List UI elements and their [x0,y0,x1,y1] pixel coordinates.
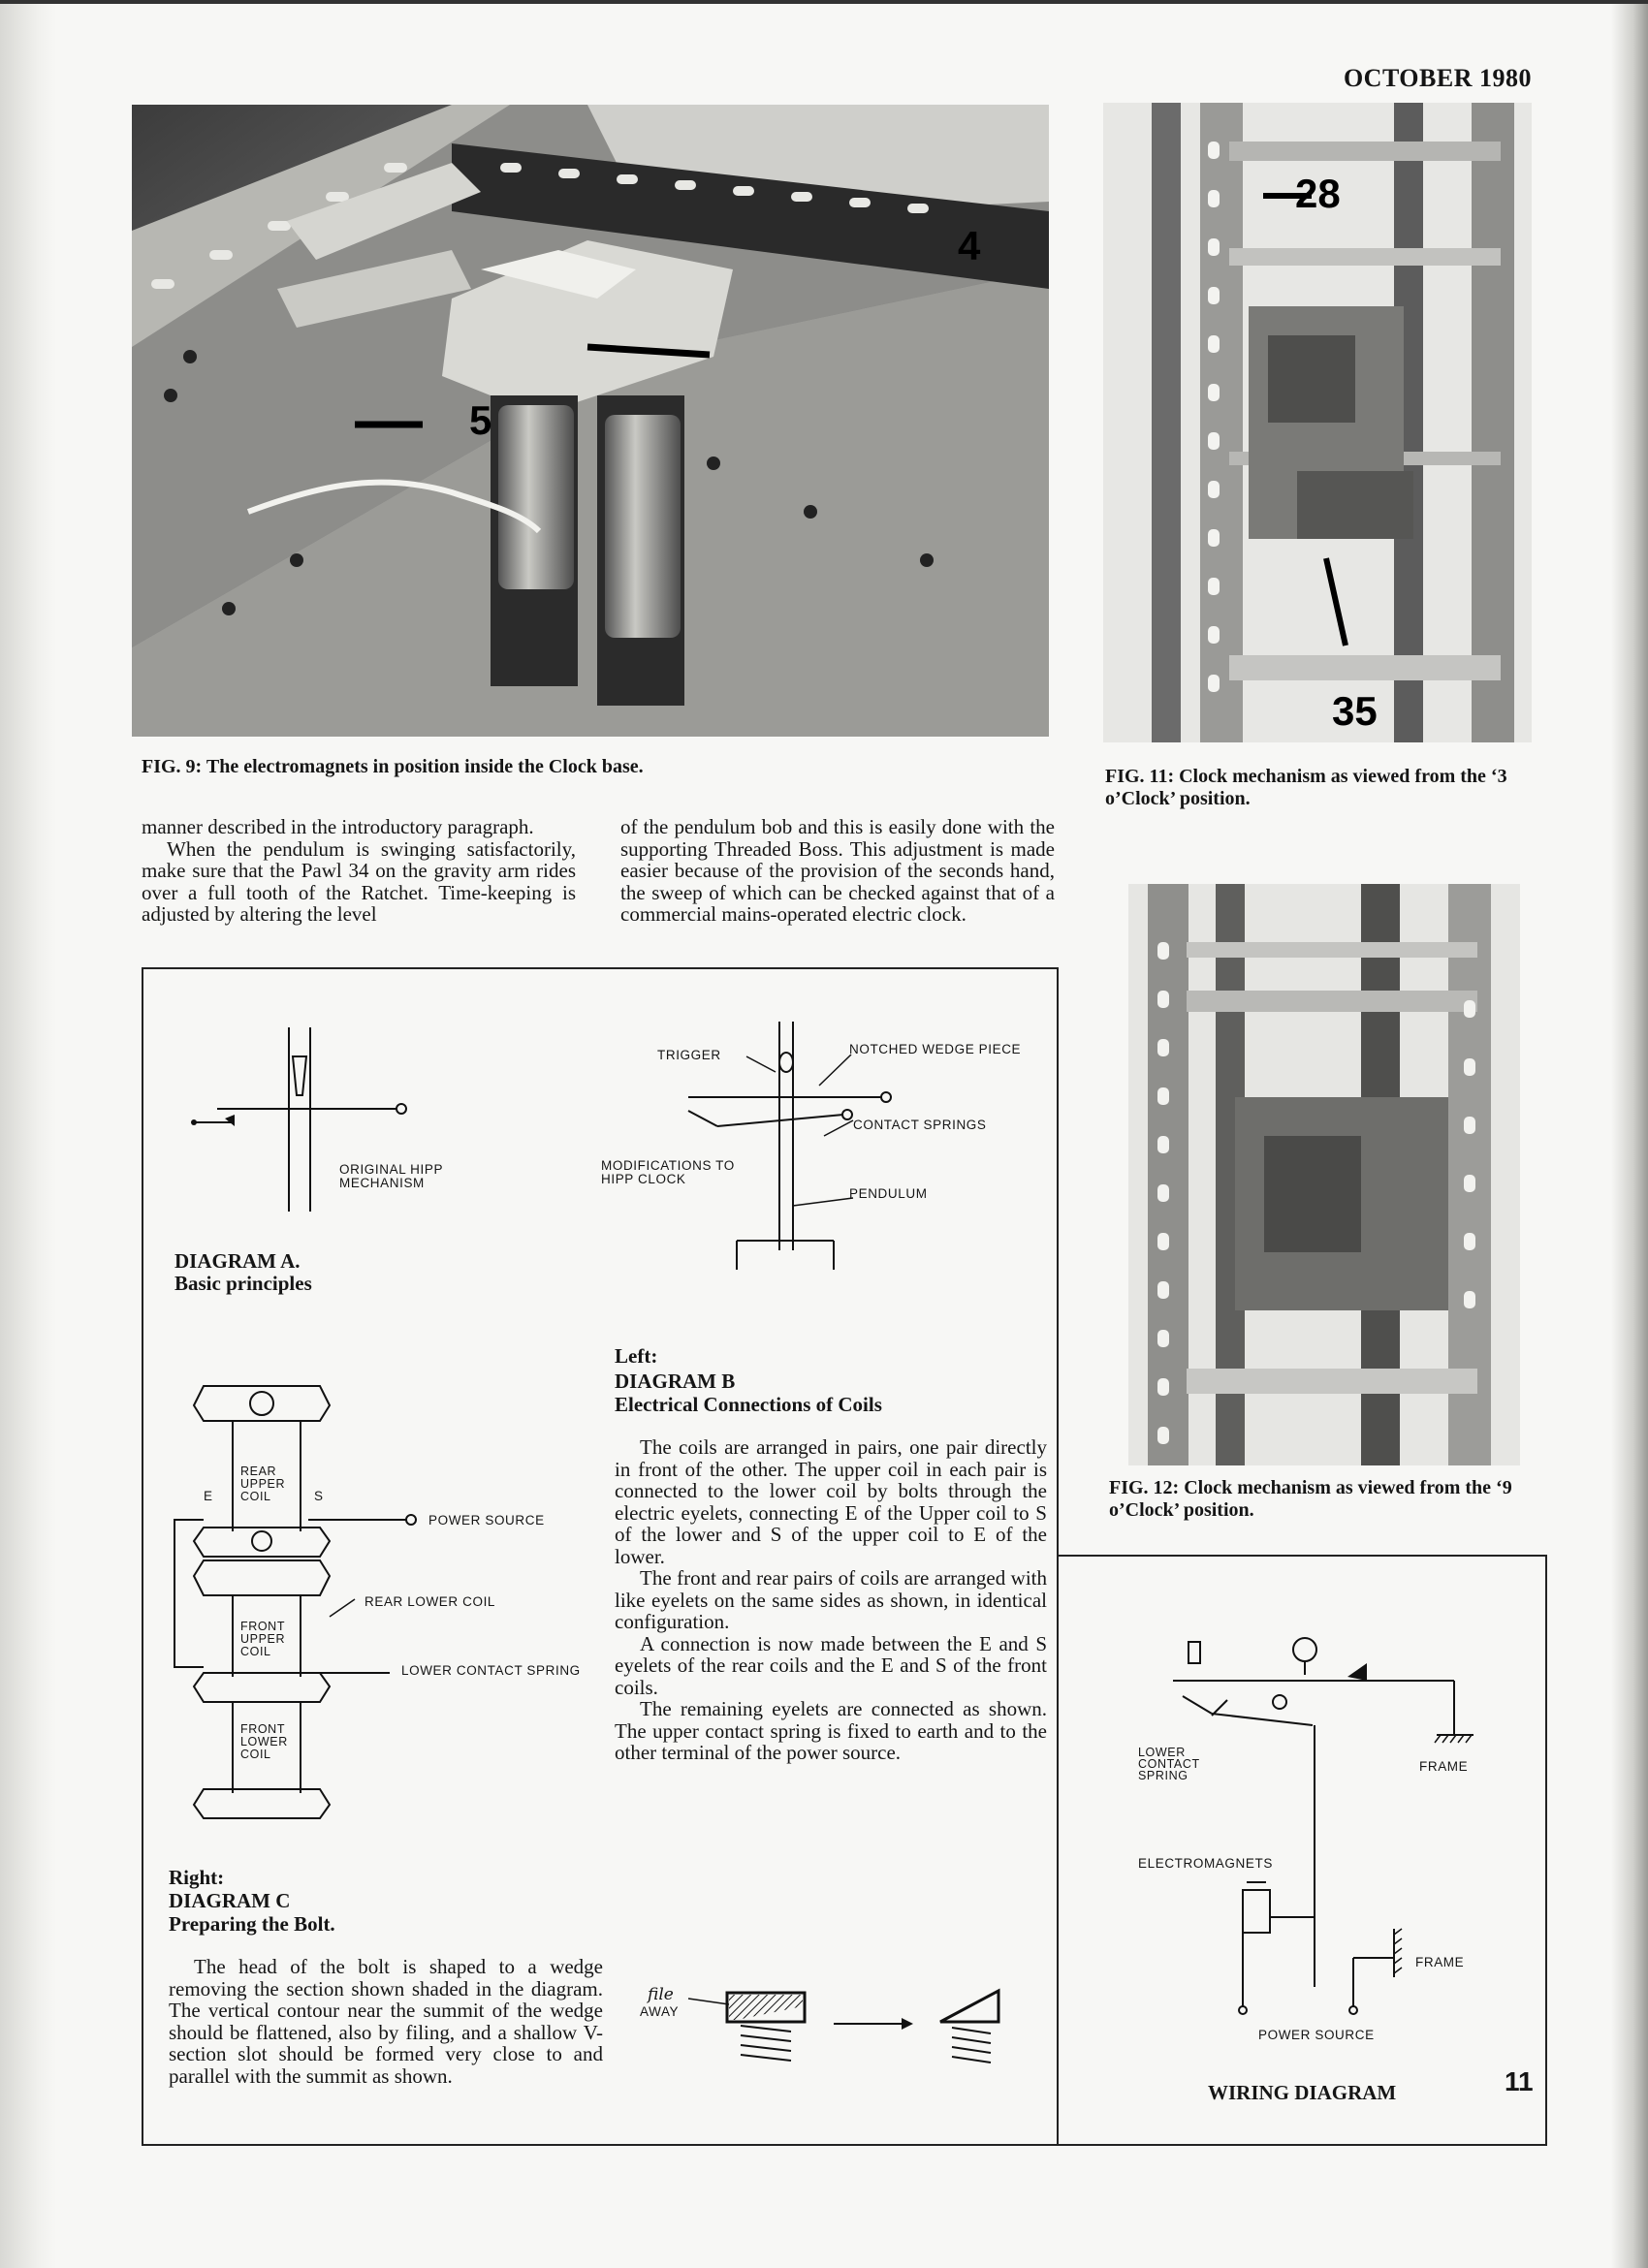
page-number: 11 [1505,2066,1534,2096]
fig9-caption: FIG. 9: The electromagnets in position inside the Clock base. [142,756,644,777]
fig9-photo [132,105,1049,737]
eyelet-e-label: E [204,1489,213,1503]
pendulum-label: PENDULUM [849,1186,928,1201]
fig9-callout-4: 4 [958,223,981,268]
wiring-power-source-label: POWER SOURCE [1258,2028,1375,2042]
notched-wedge-label: NOTCHED WEDGE PIECE [849,1042,1022,1056]
fig12-caption: FIG. 12: Clock mechanism as viewed from the ‘9 o’Clock’ position. [1109,1477,1512,1521]
top-border [0,0,1648,4]
issue-date: OCTOBER 1980 [1343,64,1532,92]
front-lower-coil-label: FRONT LOWER COIL [240,1722,288,1761]
trigger-label: TRIGGER [657,1048,721,1062]
diagram-b-position: Left: [615,1344,658,1368]
diagram-a-subtitle: Basic principles [174,1272,312,1295]
diagram-c-paragraph: The head of the bolt is shaped to a wedge removing the section shown shaded in the diagram. The vertical contour near the summit of the wedge should be flattened, also by filing, and a shallow V-section slot should be formed very close to and parallel with the summit as shown. [169,1955,603,2088]
rear-upper-coil-label: REAR UPPER COIL [240,1465,286,1503]
diagram-a-title: DIAGRAM A. [174,1249,301,1273]
fig11-callout-28: 28 [1295,171,1341,216]
file-label: file [648,1985,674,2004]
bolt-drawing [679,1968,1008,2074]
fig11-callout-35: 35 [1332,688,1378,734]
diagram-a-label: ORIGINAL HIPP MECHANISM [339,1162,443,1190]
wiring-frame-label-2: FRAME [1415,1955,1465,1969]
wiring-lower-spring-label: LOWER CONTACT SPRING [1138,1746,1200,1782]
diagram-b-title: DIAGRAM B [615,1370,736,1393]
article-paragraph: When the pendulum is swinging satisfactorily, make sure that the Pawl 34 on the gravity arm rides over a full tooth of the Ratchet. Time-keeping is adjusted by altering the level [142,836,576,926]
front-upper-coil-label: FRONT UPPER COIL [240,1620,286,1658]
diagram-c-title: DIAGRAM C [169,1889,291,1912]
page-edge-shadow [1611,0,1648,2268]
wiring-drawing [1154,1628,1503,2035]
fig12-photo [1128,884,1520,1465]
fig9-callout-5: 5 [469,397,492,443]
diagram-b-subtitle: Electrical Connections of Coils [615,1393,882,1416]
diagram-b-paragraph: A connection is now made between the E and S eyelets of the rear coils and the E and S of the front coils. [615,1631,1047,1699]
article-paragraph: manner described in the introductory paragraph. [142,815,534,838]
wiring-frame-label-1: FRAME [1419,1759,1469,1774]
modifications-label: MODIFICATIONS TO HIPP CLOCK [601,1158,735,1186]
page-spine-shadow [0,0,56,2268]
article-paragraph: of the pendulum bob and this is easily done with the supporting Threaded Boss. This adjustment is made easier because of the provision of the seconds hand, the sweep of which can be checked against that of a commercial mains-operated electric clock. [620,815,1055,926]
diagram-a-drawing [174,1018,427,1221]
lower-contact-spring-label: LOWER CONTACT SPRING [401,1663,581,1678]
diagram-b-paragraph: The coils are arranged in pairs, one pair directly in front of the other. The upper coil in each pair is connected to the lower coil by bolts through the electric eyelets, connecting E of the Upper coil to S of the lower and S of the upper coil to E of the lower. [615,1435,1047,1568]
diagram-c-position: Right: [169,1866,225,1889]
fig11-caption: FIG. 11: Clock mechanism as viewed from the ‘3 o’Clock’ position. [1105,766,1507,809]
article-column-1 [142,816,576,926]
diagram-c-subtitle: Preparing the Bolt. [169,1912,335,1936]
away-label: AWAY [640,2004,680,2019]
wiring-diagram-title: WIRING DIAGRAM [1208,2081,1397,2104]
contact-springs-label: CONTACT SPRINGS [853,1118,987,1132]
electromagnets-label: ELECTROMAGNETS [1138,1856,1273,1871]
fig11-photo [1103,103,1532,742]
rear-lower-coil-label: REAR LOWER COIL [364,1594,496,1609]
diagram-c-text [169,1956,603,2087]
power-source-label: POWER SOURCE [428,1513,545,1528]
diagram-b-paragraph: The front and rear pairs of coils are arranged with like eyelets on the same sides as shown, in identical configuration. [615,1566,1047,1633]
article-column-2 [620,816,1055,926]
diagram-b-paragraph: The remaining eyelets are connected as shown. The upper contact spring is fixed to earth and to the other terminal of the power source. [615,1697,1047,1764]
eyelet-s-label: S [314,1489,324,1503]
diagram-b-text [615,1436,1047,1764]
